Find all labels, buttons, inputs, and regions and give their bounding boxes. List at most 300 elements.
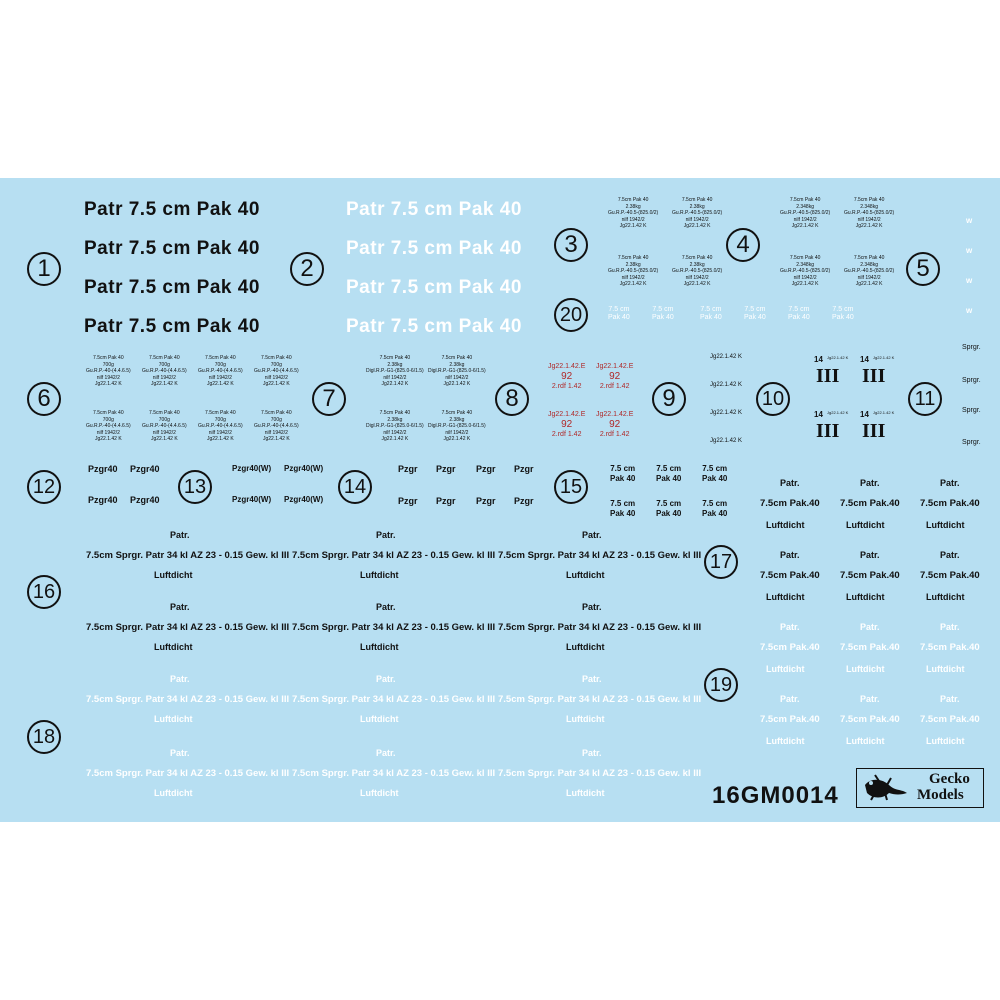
set10-small-label: Jg22.1.42 K: [873, 355, 895, 360]
set8-label-block-line: Jg22.1.42.E: [596, 363, 634, 370]
set6-label-block-line: 7.5cm Pak 40: [205, 410, 236, 416]
set17-label-bottom: Luftdicht: [926, 520, 965, 530]
set4-label-block-line: Gu.R.P.-40.5-(825.0/2): [844, 210, 895, 216]
set1-patr-label: Patr 7.5 cm Pak 40: [84, 277, 260, 298]
set5-w-mark: w: [966, 276, 973, 285]
set6-label-block-line: 700g: [270, 416, 282, 423]
set4-label-block-line: Gu.R.P.-40.5-(825.0/2): [780, 268, 831, 274]
set16-label-mid: 7.5cm Sprgr. Patr 34 kl AZ 23 - 0.15 Gew. kl III: [498, 550, 702, 561]
set20-label-block-line: 7.5 cm: [608, 306, 630, 313]
set6-label-block-line: 700g: [158, 361, 170, 368]
set6-label-block: [142, 355, 187, 388]
set3-label-block-line: 2.38kg: [625, 203, 641, 210]
set16-label-mid: 7.5cm Sprgr. Patr 34 kl AZ 23 - 0.15 Gew. kl III: [86, 550, 290, 561]
set17-label-top: Patr.: [780, 478, 800, 488]
set15-label-block: [656, 499, 681, 519]
set15-label-block-line: Pak 40: [610, 474, 636, 483]
set10-roman-numeral: III: [862, 420, 886, 442]
set14-pzgr-label: Pzgr: [476, 496, 496, 506]
set9-label: Jg22.1.42 K: [710, 410, 743, 416]
set6-label-block-line: 7.5cm Pak 40: [93, 410, 124, 416]
set3-label-block-line: nilf 1942/2: [621, 216, 645, 223]
set7-label-block-line: Jg22.1.42 K: [443, 381, 471, 387]
set3-label-block-line: 2.38kg: [689, 261, 705, 268]
set18-label-top: Patr.: [582, 748, 602, 758]
set6-label-block-line: 7.5cm Pak 40: [205, 355, 236, 361]
set11-sprgr-label: Sprgr.: [962, 439, 981, 446]
marking-number-20: 20: [554, 298, 588, 332]
set4-label-block-line: 2.348kg: [796, 203, 814, 210]
set6-label-block-line: Gu.R.P.-40-(4.4.6.5): [198, 423, 243, 429]
set18-label-top: Patr.: [170, 748, 190, 758]
gecko-icon: [861, 773, 911, 803]
set7-label-block-line: 7.5cm Pak 40: [441, 355, 473, 361]
set8-label-block-line: 92: [609, 419, 621, 430]
set18-label-bottom: Luftdicht: [566, 714, 605, 724]
set3-label-block-line: Gu.R.P.-40.5-(825.0/2): [672, 268, 723, 274]
set16-label-top: Patr.: [170, 602, 190, 612]
set6-label-block-line: nilf 1942/2: [152, 374, 176, 381]
set2-patr-label: Patr 7.5 cm Pak 40: [346, 316, 522, 337]
marking-number-10: 10: [756, 382, 790, 416]
logo-text-bottom: Models: [917, 787, 964, 803]
set10-number: 14: [814, 355, 823, 364]
set4-label-block-line: Gu.R.P.-40.5-(825.0/2): [780, 210, 831, 216]
set12-pzgr40-label: Pzgr40: [130, 464, 160, 474]
set4-label-block-line: nilf 1942/2: [857, 216, 881, 223]
set4-label-block-line: 2.348kg: [796, 261, 814, 268]
set19-label-top: Patr.: [780, 622, 800, 632]
set17-label-bottom: Luftdicht: [846, 520, 885, 530]
set3-label-block: [672, 197, 722, 230]
set20-label-block: [744, 306, 766, 322]
set17-label-top: Patr.: [860, 550, 880, 560]
set17-label-mid: 7.5cm Pak.40: [920, 570, 980, 581]
set20-label-block-line: Pak 40: [744, 314, 766, 321]
set13-pzgr40w-label: Pzgr40(W): [232, 495, 272, 504]
set5-w-mark: w: [966, 306, 973, 315]
set6-label-block-line: nilf 1942/2: [152, 429, 176, 436]
marking-number-2: 2: [290, 252, 324, 286]
marking-number-16: 16: [27, 575, 61, 609]
set6-label-block-line: nilf 1942/2: [264, 429, 288, 436]
set15-label-block: [610, 499, 635, 519]
set19-label-bottom: Luftdicht: [766, 664, 805, 674]
set3-label-block-line: 7.5cm Pak 40: [617, 197, 649, 203]
set20-label-block: [700, 306, 722, 322]
set3-label-block-line: nilf 1942/2: [685, 274, 709, 281]
set6-label-block-line: Jg22.1.42 K: [262, 436, 290, 442]
set18-label-mid: 7.5cm Sprgr. Patr 34 kl AZ 23 - 0.15 Gew. kl III: [86, 694, 290, 705]
set19-label-top: Patr.: [860, 622, 880, 632]
set19-label-mid: 7.5cm Pak.40: [840, 642, 900, 653]
set3-label-block-line: 7.5cm Pak 40: [681, 197, 713, 203]
set15-label-block-line: Pak 40: [656, 509, 682, 518]
set20-label-block-line: Pak 40: [700, 314, 722, 321]
set6-label-block-line: 7.5cm Pak 40: [149, 410, 180, 416]
set10-small-label: Jg22.1.42 K: [873, 410, 895, 415]
set3-label-block-line: 2.38kg: [689, 203, 705, 210]
set20-label-block-line: 7.5 cm: [832, 306, 854, 313]
set6-label-block-line: nilf 1942/2: [96, 429, 120, 436]
set15-label-block: [610, 464, 635, 484]
set7-label-block-line: 7.5cm Pak 40: [379, 410, 411, 416]
set16-label-bottom: Luftdicht: [154, 642, 193, 652]
set17-label-top: Patr.: [780, 550, 800, 560]
marking-number-18: 18: [27, 720, 61, 754]
set20-label-block: [788, 306, 810, 322]
marking-number-6: 6: [27, 382, 61, 416]
set7-label-block-line: nilf 1942/2: [383, 374, 407, 381]
set8-label-block-line: 2.rdf 1.42: [551, 383, 582, 390]
marking-number-11: 11: [908, 382, 942, 416]
set4-label-block-line: nilf 1942/2: [793, 216, 817, 223]
set16-label-bottom: Luftdicht: [154, 570, 193, 580]
set19-label-mid: 7.5cm Pak.40: [920, 642, 980, 653]
set20-label-block-line: Pak 40: [788, 314, 810, 321]
set18-label-mid: 7.5cm Sprgr. Patr 34 kl AZ 23 - 0.15 Gew. kl III: [498, 694, 702, 705]
set7-label-block-line: Digl.R.P.-G1-(825.0-6/1.5): [428, 368, 486, 374]
gecko-models-logo: [856, 768, 984, 808]
set5-w-mark: w: [966, 246, 973, 255]
set6-label-block-line: nilf 1942/2: [208, 374, 232, 381]
set8-label-block-line: 92: [561, 371, 573, 382]
set9-label: Jg22.1.42 K: [710, 438, 743, 444]
set14-pzgr-label: Pzgr: [398, 464, 418, 474]
set5-w-mark: w: [966, 216, 973, 225]
set7-label-block: [428, 410, 486, 443]
set14-pzgr-label: Pzgr: [514, 496, 534, 506]
set3-label-block-line: Gu.R.P.-40.5-(825.0/2): [608, 210, 659, 216]
marking-number-5: 5: [906, 252, 940, 286]
set4-label-block-line: 2.348kg: [860, 261, 878, 268]
set4-label-block: [780, 197, 830, 230]
set4-label-block-line: 7.5cm Pak 40: [789, 255, 821, 261]
set19-label-bottom: Luftdicht: [846, 664, 885, 674]
set17-label-top: Patr.: [860, 478, 880, 488]
set7-label-block-line: nilf 1942/2: [445, 374, 469, 381]
set4-label-block: [844, 197, 894, 230]
set18-label-top: Patr.: [376, 748, 396, 758]
set11-sprgr-label: Sprgr.: [962, 407, 981, 414]
set15-label-block-line: 7.5 cm: [656, 464, 682, 473]
set10-roman-numeral: III: [862, 365, 886, 387]
set15-label-block-line: Pak 40: [702, 509, 728, 518]
set20-label-block-line: Pak 40: [652, 314, 674, 321]
set7-label-block: [428, 355, 486, 388]
set4-label-block-line: 7.5cm Pak 40: [853, 197, 885, 203]
set19-label-mid: 7.5cm Pak.40: [920, 714, 980, 725]
marking-number-17: 17: [704, 545, 738, 579]
set3-label-block-line: Jg22.1.42 K: [683, 281, 711, 287]
set15-label-block: [702, 464, 727, 484]
set8-label-block-line: Jg22.1.42.E: [548, 411, 586, 418]
set3-label-block: [608, 255, 658, 288]
set12-pzgr40-label: Pzgr40: [130, 495, 160, 505]
set20-label-block-line: Pak 40: [832, 314, 854, 321]
set7-label-block-line: Digl.R.P.-G1-(825.0-6/1.5): [428, 423, 486, 429]
set2-patr-label: Patr 7.5 cm Pak 40: [346, 238, 522, 259]
set15-label-block-line: Pak 40: [702, 474, 728, 483]
set3-label-block-line: 2.38kg: [625, 261, 641, 268]
set8-label-block: [548, 362, 585, 391]
set7-label-block-line: Jg22.1.42 K: [381, 381, 409, 387]
set2-patr-label: Patr 7.5 cm Pak 40: [346, 277, 522, 298]
set7-label-block-line: Jg22.1.42 K: [381, 436, 409, 442]
set18-label-mid: 7.5cm Sprgr. Patr 34 kl AZ 23 - 0.15 Gew. kl III: [498, 768, 702, 779]
set17-label-bottom: Luftdicht: [766, 520, 805, 530]
set19-label-mid: 7.5cm Pak.40: [840, 714, 900, 725]
set6-label-block-line: Gu.R.P.-40-(4.4.6.5): [142, 368, 187, 374]
set1-patr-label: Patr 7.5 cm Pak 40: [84, 316, 260, 337]
set17-label-mid: 7.5cm Pak.40: [760, 498, 820, 509]
set8-label-block: [596, 410, 633, 439]
set6-label-block-line: 700g: [270, 361, 282, 368]
set18-label-bottom: Luftdicht: [154, 788, 193, 798]
set4-label-block-line: Jg22.1.42 K: [855, 281, 883, 287]
set16-label-mid: 7.5cm Sprgr. Patr 34 kl AZ 23 - 0.15 Gew. kl III: [86, 622, 290, 633]
set6-label-block-line: Gu.R.P.-40-(4.4.6.5): [86, 368, 131, 374]
set3-label-block-line: nilf 1942/2: [685, 216, 709, 223]
set16-label-mid: 7.5cm Sprgr. Patr 34 kl AZ 23 - 0.15 Gew. kl III: [498, 622, 702, 633]
set7-label-block: [366, 355, 424, 388]
set16-label-bottom: Luftdicht: [360, 642, 399, 652]
set3-label-block-line: Jg22.1.42 K: [683, 223, 711, 229]
set17-label-bottom: Luftdicht: [846, 592, 885, 602]
set18-label-top: Patr.: [582, 674, 602, 684]
set20-label-block-line: 7.5 cm: [652, 306, 674, 313]
set13-pzgr40w-label: Pzgr40(W): [284, 464, 324, 473]
set4-label-block: [844, 255, 894, 288]
set11-sprgr-label: Sprgr.: [962, 344, 981, 351]
marking-number-9: 9: [652, 382, 686, 416]
set19-label-top: Patr.: [860, 694, 880, 704]
set7-label-block-line: Jg22.1.42 K: [443, 436, 471, 442]
set4-label-block-line: 7.5cm Pak 40: [789, 197, 821, 203]
set6-label-block-line: Jg22.1.42 K: [150, 381, 178, 387]
set16-label-top: Patr.: [582, 530, 602, 540]
set4-label-block-line: nilf 1942/2: [857, 274, 881, 281]
set18-label-mid: 7.5cm Sprgr. Patr 34 kl AZ 23 - 0.15 Gew. kl III: [86, 768, 290, 779]
marking-number-15: 15: [554, 470, 588, 504]
set18-label-mid: 7.5cm Sprgr. Patr 34 kl AZ 23 - 0.15 Gew. kl III: [292, 694, 496, 705]
set6-label-block-line: Jg22.1.42 K: [262, 381, 290, 387]
set3-label-block-line: Jg22.1.42 K: [619, 223, 647, 229]
set14-pzgr-label: Pzgr: [398, 496, 418, 506]
set16-label-bottom: Luftdicht: [566, 570, 605, 580]
set17-label-top: Patr.: [940, 478, 960, 488]
set6-label-block: [198, 410, 243, 443]
set6-label-block-line: 7.5cm Pak 40: [261, 410, 292, 416]
set2-patr-label: Patr 7.5 cm Pak 40: [346, 199, 522, 220]
set15-label-block: [656, 464, 681, 484]
set13-pzgr40w-label: Pzgr40(W): [284, 495, 324, 504]
set16-label-mid: 7.5cm Sprgr. Patr 34 kl AZ 23 - 0.15 Gew. kl III: [292, 622, 496, 633]
set20-label-block-line: 7.5 cm: [700, 306, 722, 313]
set6-label-block-line: 700g: [102, 416, 114, 423]
set8-label-block: [548, 410, 585, 439]
set6-label-block-line: nilf 1942/2: [264, 374, 288, 381]
set4-label-block-line: Gu.R.P.-40.5-(825.0/2): [844, 268, 895, 274]
set10-small-label: Jg22.1.42 K: [827, 410, 849, 415]
marking-number-1: 1: [27, 252, 61, 286]
set19-label-bottom: Luftdicht: [846, 736, 885, 746]
set1-patr-label: Patr 7.5 cm Pak 40: [84, 199, 260, 220]
set7-label-block-line: nilf 1942/2: [445, 429, 469, 436]
set6-label-block-line: 700g: [158, 416, 170, 423]
set16-label-top: Patr.: [170, 530, 190, 540]
set6-label-block-line: Gu.R.P.-40-(4.4.6.5): [254, 423, 299, 429]
set15-label-block-line: 7.5 cm: [702, 464, 728, 473]
set16-label-top: Patr.: [582, 602, 602, 612]
set6-label-block-line: 7.5cm Pak 40: [261, 355, 292, 361]
set3-label-block-line: Jg22.1.42 K: [619, 281, 647, 287]
marking-number-3: 3: [554, 228, 588, 262]
set8-label-block-line: 2.rdf 1.42: [551, 431, 582, 438]
set10-roman-numeral: III: [816, 420, 840, 442]
set12-pzgr40-label: Pzgr40: [88, 464, 118, 474]
set8-label-block-line: 92: [561, 419, 573, 430]
set15-label-block-line: 7.5 cm: [702, 499, 728, 508]
marking-number-8: 8: [495, 382, 529, 416]
set15-label-block-line: 7.5 cm: [610, 499, 636, 508]
set14-pzgr-label: Pzgr: [436, 464, 456, 474]
set10-small-label: Jg22.1.42 K: [827, 355, 849, 360]
set20-label-block-line: Pak 40: [608, 314, 630, 321]
set20-label-block-line: 7.5 cm: [744, 306, 766, 313]
set8-label-block-line: 2.rdf 1.42: [599, 431, 630, 438]
set16-label-top: Patr.: [376, 530, 396, 540]
set20-label-block-line: 7.5 cm: [788, 306, 810, 313]
set11-sprgr-label: Sprgr.: [962, 377, 981, 384]
set17-label-bottom: Luftdicht: [926, 592, 965, 602]
set8-label-block: [596, 362, 633, 391]
set10-roman-numeral: III: [816, 365, 840, 387]
set6-label-block-line: Jg22.1.42 K: [206, 436, 234, 442]
set19-label-bottom: Luftdicht: [926, 736, 965, 746]
set7-label-block-line: 7.5cm Pak 40: [379, 355, 411, 361]
set20-label-block: [832, 306, 854, 322]
set18-label-bottom: Luftdicht: [154, 714, 193, 724]
set6-label-block-line: nilf 1942/2: [208, 429, 232, 436]
set20-label-block: [608, 306, 630, 322]
marking-number-12: 12: [27, 470, 61, 504]
set8-label-block-line: Jg22.1.42.E: [548, 363, 586, 370]
marking-number-4: 4: [726, 228, 760, 262]
set6-label-block-line: Jg22.1.42 K: [94, 436, 122, 442]
set16-label-top: Patr.: [376, 602, 396, 612]
set17-label-mid: 7.5cm Pak.40: [840, 498, 900, 509]
set6-label-block-line: Jg22.1.42 K: [150, 436, 178, 442]
marking-number-13: 13: [178, 470, 212, 504]
set19-label-mid: 7.5cm Pak.40: [760, 642, 820, 653]
set10-number: 14: [860, 355, 869, 364]
set4-label-block-line: Jg22.1.42 K: [791, 223, 819, 229]
set8-label-block-line: Jg22.1.42.E: [596, 411, 634, 418]
set8-label-block-line: 92: [609, 371, 621, 382]
set9-label: Jg22.1.42 K: [710, 382, 743, 388]
set7-label-block-line: 2.38kg: [449, 361, 465, 368]
set7-label-block-line: Digl.R.P.-G1-(825.0-6/1.5): [366, 368, 424, 374]
set7-label-block-line: 2.38kg: [387, 361, 403, 368]
set4-label-block-line: 2.348kg: [860, 203, 878, 210]
set19-label-bottom: Luftdicht: [926, 664, 965, 674]
set6-label-block: [254, 410, 299, 443]
set18-label-bottom: Luftdicht: [360, 714, 399, 724]
set3-label-block-line: Gu.R.P.-40.5-(825.0/2): [672, 210, 723, 216]
set6-label-block-line: 700g: [102, 361, 114, 368]
set6-label-block-line: Gu.R.P.-40-(4.4.6.5): [86, 423, 131, 429]
set6-label-block-line: Gu.R.P.-40-(4.4.6.5): [254, 368, 299, 374]
set19-label-top: Patr.: [780, 694, 800, 704]
set17-label-bottom: Luftdicht: [766, 592, 805, 602]
marking-number-19: 19: [704, 668, 738, 702]
set3-label-block-line: nilf 1942/2: [621, 274, 645, 281]
product-code: 16GM0014: [712, 782, 839, 809]
set10-number: 14: [814, 410, 823, 419]
set12-pzgr40-label: Pzgr40: [88, 495, 118, 505]
set7-label-block-line: 2.38kg: [449, 416, 465, 423]
set7-label-block-line: 7.5cm Pak 40: [441, 410, 473, 416]
set6-label-block: [142, 410, 187, 443]
set20-label-block: [652, 306, 674, 322]
set19-label-mid: 7.5cm Pak.40: [760, 714, 820, 725]
set3-label-block-line: 7.5cm Pak 40: [617, 255, 649, 261]
set14-pzgr-label: Pzgr: [514, 464, 534, 474]
set17-label-mid: 7.5cm Pak.40: [840, 570, 900, 581]
marking-number-7: 7: [312, 382, 346, 416]
set6-label-block: [86, 355, 131, 388]
set6-label-block-line: 7.5cm Pak 40: [149, 355, 180, 361]
set15-label-block: [702, 499, 727, 519]
set18-label-bottom: Luftdicht: [360, 788, 399, 798]
set6-label-block-line: 700g: [214, 361, 226, 368]
logo-text-top: Gecko: [929, 771, 970, 787]
set16-label-mid: 7.5cm Sprgr. Patr 34 kl AZ 23 - 0.15 Gew. kl III: [292, 550, 496, 561]
set4-label-block-line: Jg22.1.42 K: [791, 281, 819, 287]
set15-label-block-line: 7.5 cm: [656, 499, 682, 508]
marking-number-14: 14: [338, 470, 372, 504]
set18-label-bottom: Luftdicht: [566, 788, 605, 798]
set17-label-mid: 7.5cm Pak.40: [760, 570, 820, 581]
set14-pzgr-label: Pzgr: [436, 496, 456, 506]
set6-label-block: [86, 410, 131, 443]
set4-label-block-line: Jg22.1.42 K: [855, 223, 883, 229]
set6-label-block-line: nilf 1942/2: [96, 374, 120, 381]
set4-label-block-line: nilf 1942/2: [793, 274, 817, 281]
set7-label-block: [366, 410, 424, 443]
set14-pzgr-label: Pzgr: [476, 464, 496, 474]
set9-label: Jg22.1.42 K: [710, 354, 743, 360]
set16-label-bottom: Luftdicht: [360, 570, 399, 580]
set3-label-block-line: Gu.R.P.-40.5-(825.0/2): [608, 268, 659, 274]
set6-label-block-line: Gu.R.P.-40-(4.4.6.5): [198, 368, 243, 374]
set19-label-bottom: Luftdicht: [766, 736, 805, 746]
set19-label-top: Patr.: [940, 622, 960, 632]
set18-label-top: Patr.: [170, 674, 190, 684]
set10-number: 14: [860, 410, 869, 419]
set19-label-top: Patr.: [940, 694, 960, 704]
set6-label-block: [254, 355, 299, 388]
set6-label-block-line: 700g: [214, 416, 226, 423]
set6-label-block-line: Gu.R.P.-40-(4.4.6.5): [142, 423, 187, 429]
set13-pzgr40w-label: Pzgr40(W): [232, 464, 272, 473]
set18-label-top: Patr.: [376, 674, 396, 684]
set7-label-block-line: nilf 1942/2: [383, 429, 407, 436]
set6-label-block-line: Jg22.1.42 K: [206, 381, 234, 387]
set1-patr-label: Patr 7.5 cm Pak 40: [84, 238, 260, 259]
set4-label-block-line: 7.5cm Pak 40: [853, 255, 885, 261]
